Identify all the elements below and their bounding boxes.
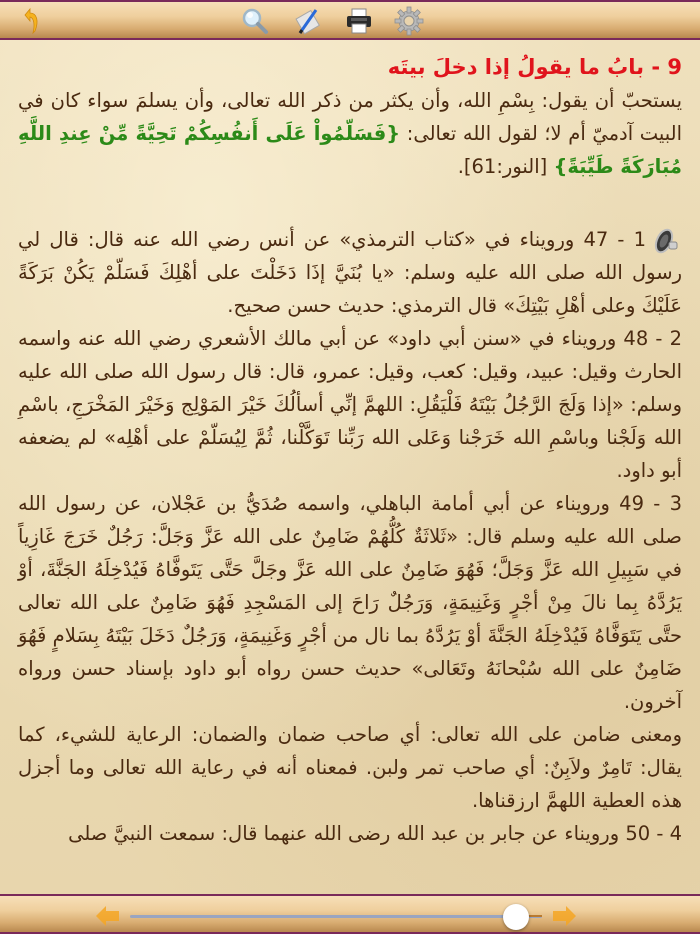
pen-paper-icon <box>292 6 322 36</box>
hadith-2 <box>18 322 682 487</box>
speaker-icon <box>652 226 682 256</box>
previous-page-button[interactable] <box>96 905 120 927</box>
quran-verse: {فَسَلّمُواْ عَلَى أَنفُسِكُمْ تَحِيَّةً مِّنْ عِندِ اللَّهِ مُبَارَكَةً طَيِّبَةً} <box>18 122 682 178</box>
notes-button[interactable] <box>292 6 322 36</box>
spacer <box>18 183 682 223</box>
hadith-text: ورويناء في «سنن أبي داود» عن أبي مالك الأشعري رضي الله عنه واسمه الحارث وقيل: عبيد، وقيل: كعب، وقيل: عمرو، قال: قال رسول الله صلى الله عليه وسلم: «إذا وَلَجَ الرَّجُلُ بَيْتَهُ فَلْيَقُلِ: اللهمَّ إنِّي أسألُكَ خَيْرَ المَوْلِج وَخَيْرَ المَخْرَجِ، باسْمِ الله وَلَجْنا وباسْمِ الله خَرَجْنا وَعَلى الله رَبِّنا تَوَكَّلْنا، ثُمَّ لِيُسَلّمْ على أهْلِه» لم يضعفه أبو داود. <box>18 327 682 482</box>
next-page-button[interactable] <box>552 905 576 927</box>
magnifier-icon <box>240 6 270 36</box>
top-toolbar <box>0 0 700 40</box>
hadith-1 <box>18 223 682 322</box>
printer-icon <box>344 6 374 36</box>
intro-text: يستحبّ أن يقول: بِسْمِ الله، وأن يكثر من ذكر الله تعالى، وأن يسلمَ سواء كان في البيت آدميّ أم لا؛ لقول الله تعالى: <box>18 89 683 145</box>
search-button[interactable] <box>240 6 270 36</box>
settings-button[interactable] <box>394 6 424 36</box>
hadith-3 <box>18 487 682 718</box>
page-content <box>18 50 682 850</box>
play-audio-button[interactable] <box>652 226 682 256</box>
back-arrow-icon <box>21 7 41 35</box>
intro-paragraph <box>18 84 682 183</box>
book-page[interactable] <box>0 40 700 894</box>
hadith-4-partial: 4 - 50 ورويناء عن جابر بن عبد الله رضى الله عنهما قال: سمعت النبيَّ صلى <box>68 822 682 845</box>
print-button[interactable] <box>344 6 374 36</box>
hadith-text: ورويناء عن أبي أمامة الباهلي، واسمه صُدَيُّ بن عَجْلان، عن رسول الله صلى الله عليه وسلم قال: «ثَلاثَةٌ كُلُّهُمْ ضَامِنٌ على الله عَزَّ وَجَلَّ: رَجُلٌ خَرَجَ غَازِياً في سَبِيلِ الله عَزَّ وَجَلَّ؛ فَهُوَ ضَامِنٌ على الله عَزَّ وجَلَّ حَتَّى يَتَوفَّاهُ فَيُدْخِلَهُ الجَنَّةَ، أوْ يَرُدَّهُ بِما نالَ مِنْ أجْرٍ وَغَنِيمَةٍ، وَرَجُلٌ رَاحَ إلى المَسْجِدِ فَهُوَ ضَامِنٌ على الله تعالى حتَّى يَتَوَفَّاهُ فَيُدْخِلَهُ الجَنَّةَ أوْ يَرُدَّهُ بما نال من أجْرٍ وَغَنِيمَةٍ، وَرَجُلٌ دَخَلَ بَيْتَهُ بِسَلامٍ فَهُوَ ضَامِنٌ على الله سُبْحانَهُ وتَعَالى» حديث حسن رواه أبو داود بإسناد حسن ورواه آخرون. <box>18 492 682 713</box>
hadith-text: ورويناء في «كتاب الترمذي» عن أنس رضي الله عنه قال: قال لي رسول الله صلى الله عليه وسلم: «يا بُنَيَّ إذَا دَخَلْتَ على أهْلِكَ فَسَلّمْ يَكُنْ بَرَكَةً عَلَيْكَ وعلى أهْلِ بَيْتِكَ» قال الترمذي: حديث حسن صحيح. <box>18 228 682 317</box>
back-button[interactable] <box>16 6 46 36</box>
explanation-paragraph: ومعنى ضامن على الله تعالى: أي صاحب ضمان والضمان: الرعاية للشيء، كما يقال: تَامِرٌ ولاَبِنٌ: أي صاحب تمر ولبن. فمعناه أنه في رعاية الله تعالى وما أجزل هذه العطية اللهمَّ ارزقناها. <box>18 723 682 812</box>
hadith-number: 2 - 48 <box>623 327 683 350</box>
gear-icon <box>394 6 424 36</box>
verse-reference: [النور:61]. <box>457 155 554 178</box>
arrow-left-icon <box>96 905 120 927</box>
chapter-title: 9 - بابُ ما يقولُ إذا دخلَ بيتَه <box>387 55 682 79</box>
hadith-number: 3 - 49 <box>619 492 683 515</box>
hadith-number: 1 - 47 <box>583 228 646 251</box>
page-slider-thumb[interactable] <box>503 904 529 930</box>
page-slider-remaining <box>528 915 542 917</box>
bottom-navigation-bar <box>0 894 700 934</box>
page-slider-track[interactable] <box>130 915 542 918</box>
arrow-right-icon <box>552 905 576 927</box>
